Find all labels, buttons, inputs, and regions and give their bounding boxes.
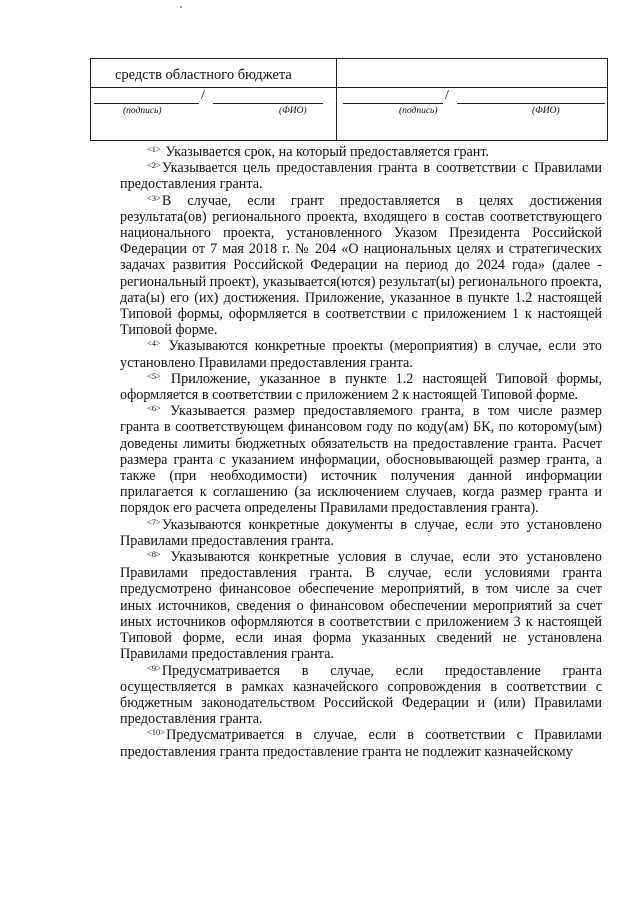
footnote-mark: <1> (147, 144, 161, 154)
footnote (120, 403, 602, 516)
footnote-mark: <3> (147, 192, 161, 203)
footnote-mark: <4> (147, 338, 161, 349)
footnotes-section (120, 144, 602, 760)
footnote-text: Указывается цель предоставления гранта в соответствии с Правилами предоставления гранта. (120, 160, 602, 193)
footnote (120, 371, 602, 403)
footnote (120, 663, 602, 728)
footnote-text: В случае, если грант предоставляется в целях достижения результата(ов) регионального проекта, входящего в состав соответствующего национального проекта, установленного Указом Президента Российской Федерации от 7 мая 2018 г. № 204 «О национальных целях и стратегических задачах развития Российской Федерации на период до 2024 года» (далее - региональный проект), указывается(ются) результат(ы) регионального проекта, дата(ы) его (их) достижения. Приложение, указанное в пункте 1.2 настоящей Типовой формы, оформляется в соответствии с приложением 1 к настоящей Типовой форме. (120, 192, 602, 339)
fio-line (457, 103, 605, 104)
footnote (120, 549, 602, 662)
signature-cell-left (91, 88, 337, 141)
fio-label: (ФИО) (279, 106, 307, 116)
footnote-text: Предусматривается в случае, если в соответствии с Правилами предоставления гранта предоставление гранта не подлежит казначейскому (120, 727, 602, 760)
footnote-text: Указываются конкретные документы в случае, если это установлено Правилами предоставления гранта. (120, 516, 602, 549)
scan-speck (180, 6, 182, 8)
footnote (120, 160, 602, 192)
slash-separator: / (445, 88, 449, 103)
signature-label: (подпись) (123, 106, 162, 116)
footnote-mark: <5> (147, 370, 161, 381)
footnote-mark: <9> (147, 662, 161, 673)
slash-separator: / (201, 88, 205, 103)
footnote-mark: <2> (147, 160, 161, 171)
footnote-text: Указываются конкретные условия в случае, если это установлено Правилами предоставления гранта. В случае, если условиями гранта предусмотрено финансовое обеспечение мероприятий, в том числе за счет иных источников, сведения о финансовом обеспечении мероприятий за счет иных источников оформляются в соответствии с приложением 3 к настоящей Типовой форме, если иная форма указанных сведений не установлена Правилами предоставления гранта. (120, 549, 602, 663)
source-label: средств областного бюджета (115, 67, 292, 83)
footnote (120, 517, 602, 549)
footnote (120, 144, 602, 160)
footnote-text: Указываются конкретные проекты (мероприятия) в случае, если это установлено Правилами предоставления гранта. (120, 338, 603, 371)
table-cell-source (91, 59, 337, 88)
footnote (120, 727, 602, 759)
signature-label: (подпись) (399, 106, 438, 116)
footnote-mark: <6> (147, 403, 161, 414)
footnote-text: Указывается срок, на который предоставляется грант. (165, 144, 490, 160)
signature-cell-right (337, 88, 608, 141)
fio-line (213, 103, 323, 104)
footnote-mark: <10> (147, 727, 166, 738)
fio-label: (ФИО) (532, 106, 560, 116)
signature-line (94, 103, 199, 104)
footnote-text: Приложение, указанное в пункте 1.2 настоящей Типовой формы, оформляется в соответствии с приложением 2 к настоящей Типовой форме. (120, 370, 602, 404)
footnote (120, 193, 602, 339)
signature-line (343, 103, 443, 104)
footnote-text: Предусматривается в случае, если предоставление гранта осуществляется в рамках казначейского сопровождения в соответствии с бюджетным законодательством Российской Федерации и (или) Правилами предоставления гранта. (120, 662, 602, 728)
footnote-mark: <8> (147, 549, 161, 560)
footnote (120, 338, 602, 370)
footnote-text: Указывается размер предоставляемого гранта, в том числе размер гранта в соответствующем финансовом году по коду(ам) БК, по которому(ым) доведены лимиты бюджетных обязательств на предоставление гранта. Расчет размера гранта с указанием информации, обосновывающей размер гранта, а также (при необходимости) источник получения данной информации прилагается к соглашению (за исключением случаев, когда размер гранта и порядок его расчета определены Правилами предоставления гранта). (120, 403, 602, 517)
footnote-mark: <7> (147, 516, 161, 527)
signature-table (90, 58, 608, 141)
table-cell-empty (337, 59, 608, 88)
